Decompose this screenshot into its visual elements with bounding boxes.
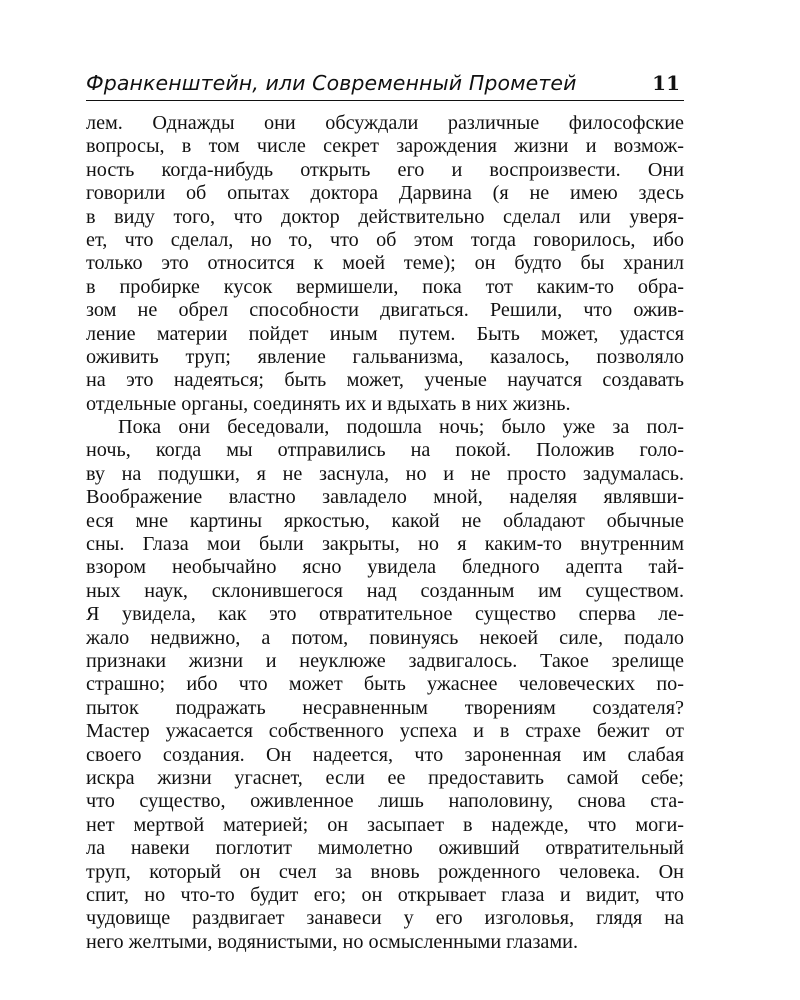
text-line: спит, но что-то будит его; он открывает глаза и видит, что bbox=[86, 883, 684, 906]
paragraph-1 bbox=[86, 112, 684, 416]
text-line: труп, который он счел за вновь рожденного человека. Он bbox=[86, 860, 684, 883]
text-line: в виду того, что доктор действительно сделал или уверя- bbox=[86, 205, 684, 228]
text-line: оживить труп; явление гальванизма, казалось, позволяло bbox=[86, 345, 684, 368]
body-text bbox=[86, 112, 684, 954]
page-number: 11 bbox=[652, 71, 680, 95]
text-line: сны. Глаза мои были закрыты, но я каким-то внутренним bbox=[86, 533, 684, 556]
text-line: ет, что сделал, но то, что об этом тогда говорилось, ибо bbox=[86, 228, 684, 251]
text-line: Я увидела, как это отвратительное существо сперва ле- bbox=[86, 603, 684, 626]
text-line: Пока они беседовали, подошла ночь; было уже за пол- bbox=[118, 416, 684, 439]
text-line: Мастер ужасается собственного успеха и в страхе бежит от bbox=[86, 720, 684, 743]
text-line: отдельные органы, соединять их и вдыхать в них жизнь. bbox=[86, 392, 571, 415]
running-header bbox=[86, 70, 684, 101]
text-line: искра жизни угаснет, если ее предоставить самой себе; bbox=[86, 766, 684, 789]
text-line: взором необычайно ясно увидела бледного адепта тай- bbox=[86, 556, 684, 579]
text-line: только это относится к моей теме); он будто бы хранил bbox=[86, 252, 684, 275]
text-line: ных наук, склонившегося над созданным им существом. bbox=[86, 579, 684, 602]
text-line: лем. Однажды они обсуждали различные философские bbox=[86, 112, 684, 134]
text-line: вопросы, в том числе секрет зарождения жизни и возмож- bbox=[86, 135, 684, 158]
text-line: еся мне картины яркостью, какой не обладают обычные bbox=[86, 509, 684, 532]
paragraph-2 bbox=[86, 416, 684, 954]
running-title: Франкенштейн, или Современный Прометей bbox=[86, 71, 577, 95]
text-line: признаки жизни и неуклюже задвигалось. Такое зрелище bbox=[86, 649, 684, 672]
text-line: чудовище раздвигает занавеси у его изголовья, глядя на bbox=[86, 907, 684, 930]
text-line: ла навеки поглотит мимолетно оживший отвратительный bbox=[86, 837, 684, 860]
text-line: зом не обрел способности двигаться. Решили, что ожив- bbox=[86, 299, 684, 322]
text-line: жало недвижно, а потом, повинуясь некоей силе, подало bbox=[86, 626, 684, 649]
text-line: пыток подражать несравненным творениям создателя? bbox=[86, 696, 684, 719]
text-line: нет мертвой материей; он засыпает в надежде, что моги- bbox=[86, 813, 684, 836]
text-line: Воображение властно завладело мной, наделяя являвши- bbox=[86, 486, 684, 509]
text-line: ву на подушки, я не заснула, но и не просто задумалась. bbox=[86, 462, 684, 485]
text-line: что существо, оживленное лишь наполовину, снова ста- bbox=[86, 790, 684, 813]
text-line: говорили об опытах доктора Дарвина (я не имею здесь bbox=[86, 182, 684, 205]
text-line: в пробирке кусок вермишели, пока тот каким-то обра- bbox=[86, 275, 684, 298]
text-line: страшно; ибо что может быть ужаснее человеческих по- bbox=[86, 673, 684, 696]
text-line: ночь, когда мы отправились на покой. Положив голо- bbox=[86, 439, 684, 462]
text-line: ность когда-нибудь открыть его и воспроизвести. Они bbox=[86, 158, 684, 181]
text-line: своего создания. Он надеется, что зароненная им слабая bbox=[86, 743, 684, 766]
text-line: него желтыми, водянистыми, но осмысленными глазами. bbox=[86, 930, 579, 953]
text-line: на это надеяться; быть может, ученые научатся создавать bbox=[86, 369, 684, 392]
text-line: ление материи пойдет иным путем. Быть может, удастся bbox=[86, 322, 684, 345]
